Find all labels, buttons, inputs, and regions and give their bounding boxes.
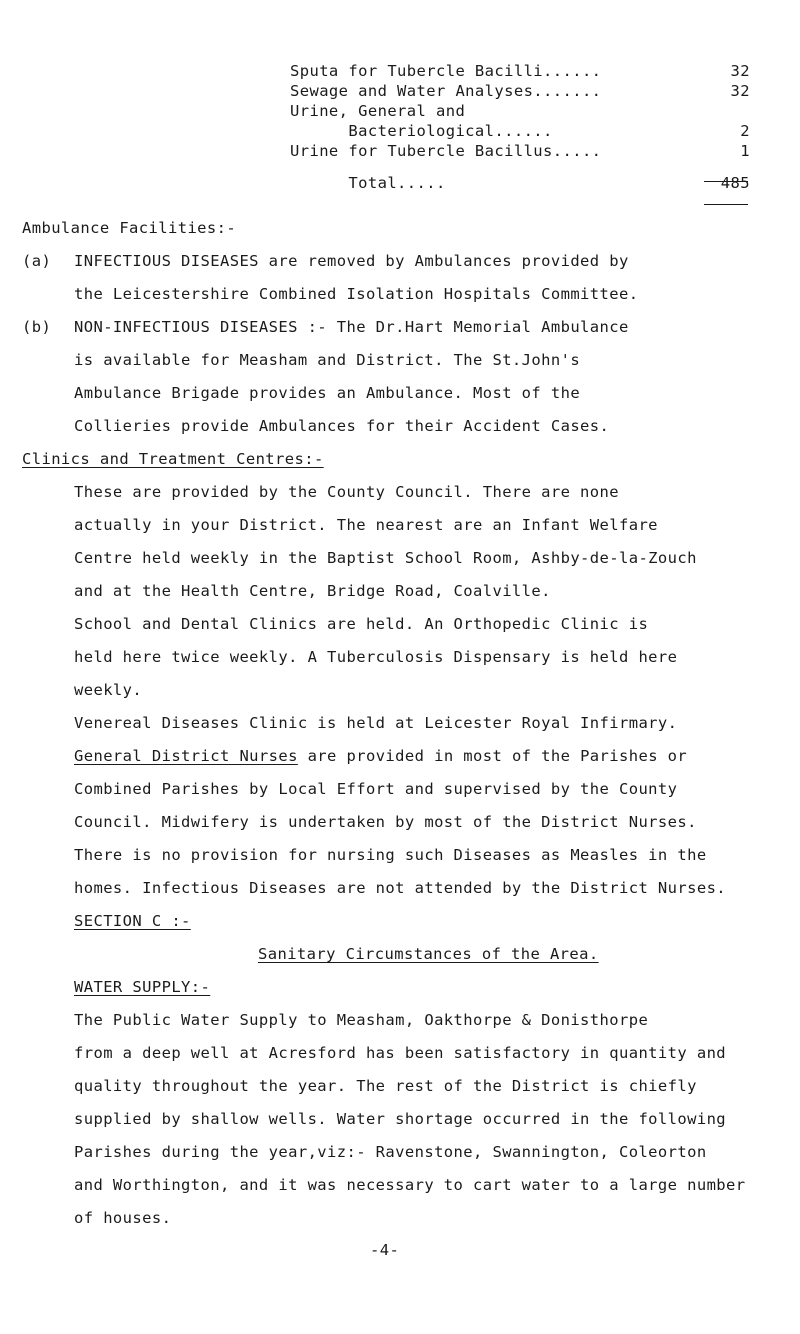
nurses-line: Combined Parishes by Local Effort and supervised by the County [74, 780, 678, 798]
analyses-table [290, 62, 750, 194]
table-total-value: 485 [720, 174, 750, 192]
table-row [290, 142, 750, 162]
table-row-value: 2 [740, 122, 750, 140]
table-row-label: Bacteriological...... [290, 122, 553, 140]
clinics-heading: Clinics and Treatment Centres:- [22, 450, 324, 468]
clinics-line: actually in your District. The nearest are an Infant Welfare [74, 516, 658, 534]
ambulance-b-line: NON-INFECTIOUS DISEASES :- The Dr.Hart Memorial Ambulance [74, 318, 629, 336]
table-row-value: 32 [730, 82, 750, 100]
water-line: supplied by shallow wells. Water shortage occurred in the following [74, 1110, 727, 1128]
nurses-first-line [74, 746, 687, 766]
ambulance-heading: Ambulance Facilities:- [22, 219, 237, 237]
water-line: and Worthington, and it was necessary to cart water to a large number [74, 1176, 746, 1194]
clinics-line: weekly. [74, 681, 143, 699]
clinics-line: held here twice weekly. A Tuberculosis Dispensary is held here [74, 648, 678, 666]
table-total-label: Total..... [290, 174, 446, 192]
table-row-label: Sewage and Water Analyses....... [290, 82, 602, 100]
ambulance-b-line: Ambulance Brigade provides an Ambulance. Most of the [74, 384, 581, 402]
water-line: from a deep well at Acresford has been satisfactory in quantity and [74, 1044, 727, 1062]
nurses-heading: General District Nurses [74, 747, 298, 765]
table-row-label: Sputa for Tubercle Bacilli...... [290, 62, 602, 80]
ambulance-b-line: Collieries provide Ambulances for their Accident Cases. [74, 417, 610, 435]
clinics-line: Venereal Diseases Clinic is held at Leicester Royal Infirmary. [74, 714, 678, 732]
section-heading: SECTION C :- [74, 912, 191, 930]
table-total-row [290, 174, 750, 194]
ambulance-a-line: INFECTIOUS DISEASES are removed by Ambulances provided by [74, 252, 629, 270]
nurses-line: Council. Midwifery is undertaken by most of the District Nurses. [74, 813, 697, 831]
water-line: quality throughout the year. The rest of the District is chiefly [74, 1077, 697, 1095]
nurses-line: There is no provision for nursing such Diseases as Measles in the [74, 846, 707, 864]
table-row-label: Urine, General and [290, 102, 466, 120]
ambulance-b-line: is available for Measham and District. The St.John's [74, 351, 581, 369]
nurses-first-rest: are provided in most of the Parishes or [297, 747, 688, 765]
ambulance-a-line: the Leicestershire Combined Isolation Hospitals Committee. [74, 285, 639, 303]
water-line: Parishes during the year,viz:- Ravenstone, Swannington, Coleorton [74, 1143, 707, 1161]
total-rule-bottom [704, 204, 748, 205]
water-line: The Public Water Supply to Measham, Oakthorpe & Donisthorpe [74, 1011, 649, 1029]
table-row-value: 32 [730, 62, 750, 80]
water-supply-heading: WATER SUPPLY:- [74, 978, 211, 996]
table-row-label: Urine for Tubercle Bacillus..... [290, 142, 602, 160]
table-row [290, 82, 750, 102]
clinics-line: School and Dental Clinics are held. An Orthopedic Clinic is [74, 615, 649, 633]
page-number: -4- [370, 1241, 400, 1259]
clinics-line: and at the Health Centre, Bridge Road, Coalville. [74, 582, 551, 600]
section-subheading: Sanitary Circumstances of the Area. [258, 945, 599, 963]
table-row [290, 62, 750, 82]
nurses-line: homes. Infectious Diseases are not attended by the District Nurses. [74, 879, 727, 897]
clinics-line: These are provided by the County Council. There are none [74, 483, 619, 501]
clinics-line: Centre held weekly in the Baptist School Room, Ashby-de-la-Zouch [74, 549, 697, 567]
table-row-value: 1 [740, 142, 750, 160]
total-rule-top [704, 181, 748, 182]
water-line: of houses. [74, 1209, 172, 1227]
table-row [290, 122, 750, 142]
item-marker-b: (b) [22, 318, 52, 336]
table-row [290, 102, 750, 122]
item-marker-a: (a) [22, 252, 52, 270]
